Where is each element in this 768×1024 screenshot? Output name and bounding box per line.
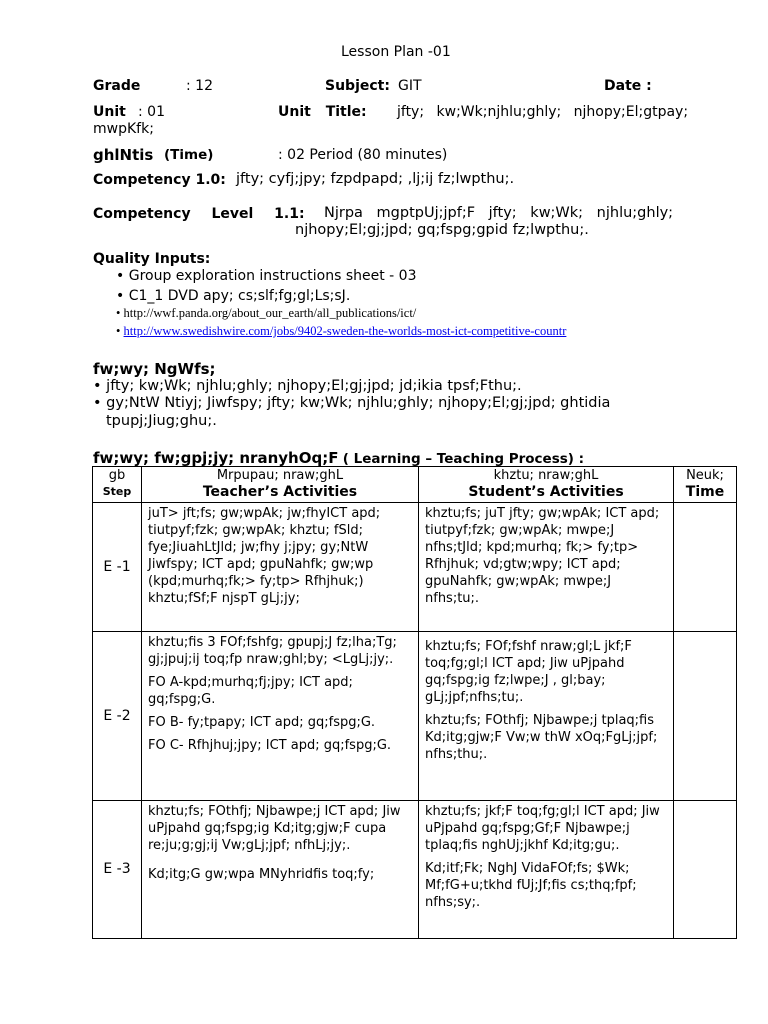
table-header-row	[93, 467, 737, 503]
time-label-tamil: ghlNtis	[93, 146, 154, 164]
bullet-icon: •	[116, 306, 121, 320]
step-cell: E -3	[93, 801, 142, 939]
objectives-heading: fw;wy; NgWfs;	[93, 360, 216, 378]
quality-input-item	[116, 324, 566, 339]
teacher-activity-cell: juT> jft;fs; gw;wpAk; jw;fhyICT apd; tiutpyf;fzk; gw;wpAk; khztu; fSld; fye;JiuahLtJld; jw;fhy j;jpy; gy;NtW Jiwfspy; ICT apd; gpuNahfk; gw;wp (kpd;murhq;fk;> fy;tp> Rfhjhuk;) khztu;fSf;F njspT gLj;jy;	[142, 503, 419, 632]
header-time: Neuk; Time	[674, 467, 737, 503]
unit-value: : 01	[138, 104, 165, 120]
grade-label: Grade	[93, 78, 141, 94]
student-activity-cell: khztu;fs; FOf;fshf nraw;gl;L jkf;F toq;fg;gl;l ICT apd; Jiw uPjpahd gq;fspg;ig fz;lwpe;J , gl;bay; gLj;jpf;nfhs;tu;. khztu;fs; FOthfj; Njbawpe;j tplaq;fis Kd;itg;gjw;F Vw;w thW xOq;FgLj;jpf; nfhs;thu;.	[419, 632, 674, 801]
competency-level-label: Competency Level 1.1:	[93, 206, 305, 222]
unit-title-line1: jfty; kw;Wk;njhlu;ghly; njhopy;El;gtpay;	[397, 104, 689, 120]
process-heading-tamil: fw;wy; fw;gpj;jy; nranyhOq;F	[93, 449, 339, 467]
swedishwire-link[interactable]: http://www.swedishwire.com/jobs/9402-sweden-the-worlds-most-ict-competitive-countr	[123, 324, 567, 338]
time-cell	[674, 632, 737, 801]
header-step: gb Step	[93, 467, 142, 503]
competency-level-line2: njhopy;El;gj;jpd; gq;fspg;gpid fz;lwpthu;.	[295, 222, 589, 238]
time-cell	[674, 801, 737, 939]
time-value: : 02 Period (80 minutes)	[278, 147, 448, 163]
subject-label: Subject:	[325, 78, 390, 94]
table-row	[93, 632, 737, 801]
student-activity-cell: khztu;fs; juT jfty; gw;wpAk; ICT apd; tiutpyf;fzk; gw;wpAk; mwpe;J nfhs;tJld; kpd;murhq; fk;> fy;tp> Rfhjhuk; vd;gtw;wpy; ICT apd; gpuNahfk; gw;wpAk; mwpe;J nfhs;tu;.	[419, 503, 674, 632]
date-label: Date :	[604, 78, 652, 94]
bullet-icon: •	[116, 288, 125, 304]
objective-item-continued: tpupj;Jiug;ghu;.	[106, 413, 217, 429]
competency-label: Competency 1.0:	[93, 172, 226, 188]
student-activity-cell: khztu;fs; jkf;F toq;fg;gl;l ICT apd; Jiw uPjpahd gq;fspg;Gf;F Njbawpe;j tplaq;fis nghUj;jkhf Kd;itg;gu;. Kd;itf;Fk; NghJ VidaFOf;fs; $Wk; Mf;fG+u;tkhd fUj;Jf;fis cs;thq;fpf; nfhs;sy;.	[419, 801, 674, 939]
subject-value: GIT	[398, 78, 422, 94]
competency-text: jfty; cyfj;jpy; fzpdpapd; ,lj;ij fz;lwpthu;.	[236, 171, 515, 187]
page-title: Lesson Plan -01	[341, 44, 451, 60]
time-cell	[674, 503, 737, 632]
time-label: (Time)	[164, 147, 214, 163]
unit-title-line2: mwpKfk;	[93, 121, 154, 137]
objective-item: • gy;NtW Ntiyj; Jiwfspy; jfty; kw;Wk; njhlu;ghly; njhopy;El;gj;jpd; ghtidia	[93, 395, 611, 411]
header-student: khztu; nraw;ghL Student’s Activities	[419, 467, 674, 503]
unit-title-label: Unit Title:	[278, 104, 367, 120]
unit-label: Unit	[93, 104, 126, 120]
teacher-activity-cell: khztu;fs; FOthfj; Njbawpe;j ICT apd; Jiw uPjpahd gq;fspg;ig Kd;itg;gjw;F cupa re;ju;g;gj;ij Vw;gLj;jpf; nfhLj;jy;. Kd;itg;G gw;wpa MNyhridfis toq;fy;	[142, 801, 419, 939]
table-row	[93, 801, 737, 939]
bullet-icon: •	[93, 378, 102, 394]
quality-inputs-heading: Quality Inputs:	[93, 251, 211, 267]
step-cell: E -2	[93, 632, 142, 801]
process-heading	[93, 449, 584, 467]
process-heading-english: ( Learning – Teaching Process) :	[342, 451, 585, 467]
bullet-icon: •	[116, 324, 121, 338]
bullet-icon: •	[93, 395, 102, 411]
quality-input-item: • Group exploration instructions sheet - 03	[116, 268, 417, 284]
grade-value: : 12	[186, 78, 213, 94]
process-table	[92, 466, 737, 939]
table-row	[93, 503, 737, 632]
header-teacher: Mrpupau; nraw;ghL Teacher’s Activities	[142, 467, 419, 503]
quality-input-item: • C1_1 DVD apy; cs;slf;fg;gl;Ls;sJ.	[116, 288, 351, 304]
competency-level-line1: Njrpa mgptpUj;jpf;F jfty; kw;Wk; njhlu;ghly;	[324, 205, 674, 221]
teacher-activity-cell: khztu;fis 3 FOf;fshfg; gpupj;J fz;lha;Tg; gj;jpuj;ij toq;fp nraw;ghl;by; <LgLj;jy;. FO A-kpd;murhq;fj;jpy; ICT apd; gq;fspg;G. FO B- fy;tpapy; ICT apd; gq;fspg;G. FO C- Rfhjhuj;jpy; ICT apd; gq;fspg;G.	[142, 632, 419, 801]
quality-input-item: • http://wwf.panda.org/about_our_earth/all_publications/ict/	[116, 306, 417, 320]
step-cell: E -1	[93, 503, 142, 632]
objective-item: • jfty; kw;Wk; njhlu;ghly; njhopy;El;gj;jpd; jd;ikia tpsf;Fthu;.	[93, 378, 522, 394]
bullet-icon: •	[116, 268, 125, 284]
